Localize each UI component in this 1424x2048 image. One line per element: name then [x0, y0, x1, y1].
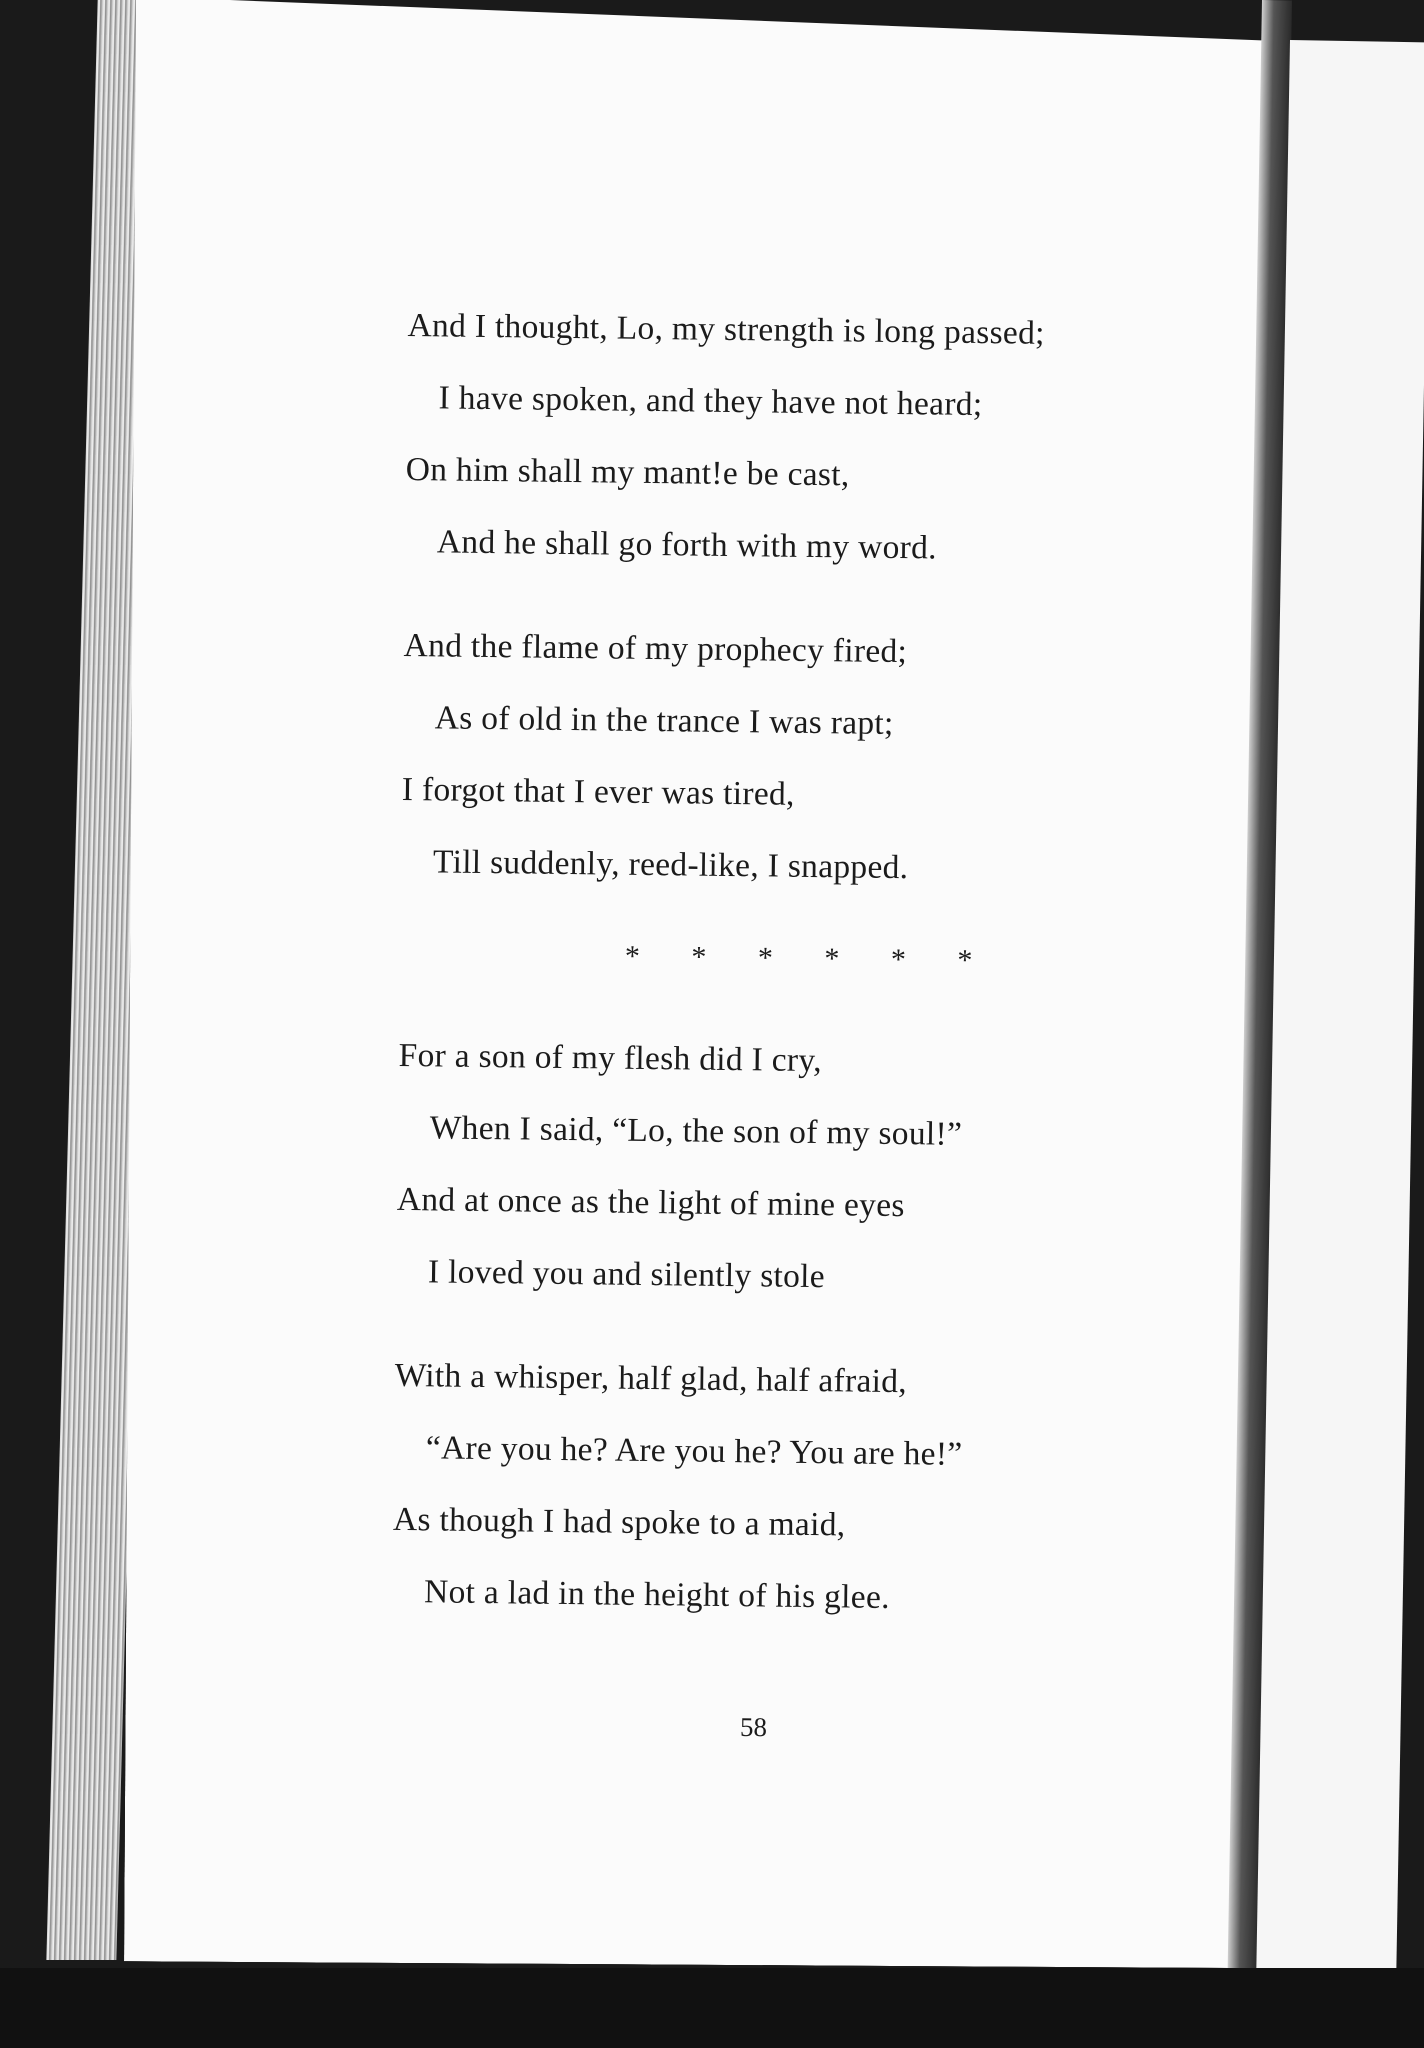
poem-text: [392, 290, 1208, 1638]
stanza: [396, 1020, 1199, 1318]
poem-line: Till suddenly, reed-like, I snapped.: [432, 843, 909, 887]
stanza: [404, 290, 1207, 588]
poem-line: I forgot that I ever was tired,: [401, 770, 795, 813]
poem-line: And at once as the light of mine eyes: [396, 1180, 905, 1225]
poem-line: “Are you he? Are you he? You are he!”: [425, 1429, 963, 1473]
poem-line: For a son of my flesh did I cry,: [398, 1036, 823, 1080]
poem-line: And he shall go forth with my word.: [436, 523, 938, 567]
stanza: [401, 610, 1204, 908]
scan-border: [0, 1968, 1424, 2048]
page-number: 58: [739, 1711, 768, 1743]
poem-line: With a whisper, half glad, half afraid,: [394, 1356, 908, 1401]
section-separator: * * * * * *: [624, 939, 995, 978]
poem-line: On him shall my mant!e be cast,: [405, 450, 850, 494]
stanza: [392, 1340, 1195, 1638]
poem-line: Not a lad in the height of his glee.: [423, 1573, 891, 1616]
poem-line: As though I had spoke to a maid,: [392, 1500, 846, 1544]
poem-line: I loved you and silently stole: [427, 1253, 826, 1296]
poem-line: When I said, “Lo, the son of my soul!”: [429, 1109, 963, 1153]
poem-line: And I thought, Lo, my strength is long passed;: [407, 306, 1045, 352]
poem-line: And the flame of my prophecy fired;: [403, 626, 908, 671]
poem-line: As of old in the trance I was rapt;: [434, 699, 894, 742]
poem-line: I have spoken, and they have not heard;: [438, 379, 983, 424]
